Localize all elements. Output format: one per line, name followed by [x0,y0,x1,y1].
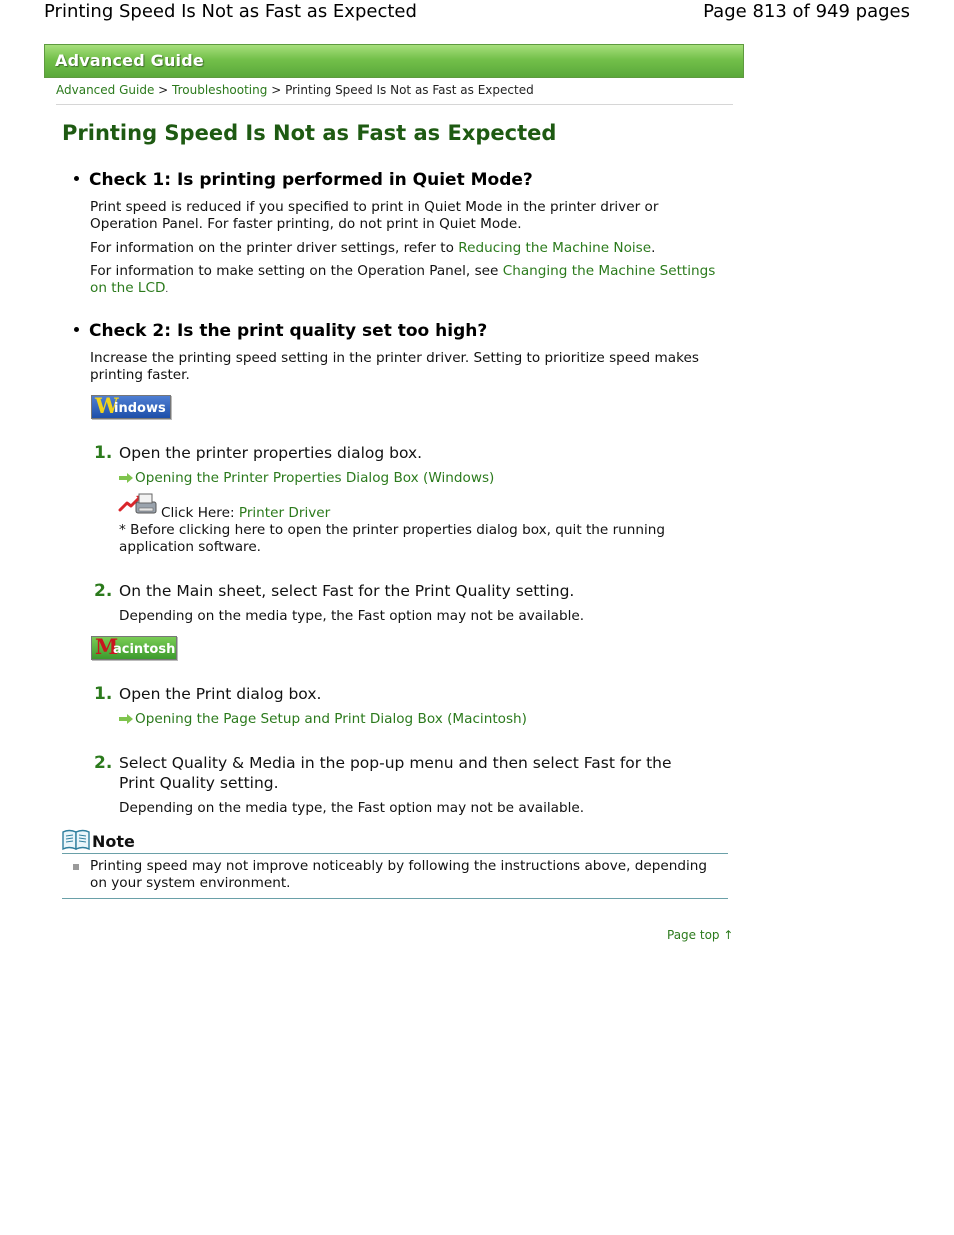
check2-para: Increase the printing speed setting in the printer driver. Setting to prioritize speed makes printing faster. [90,350,699,383]
win-step2-sub: Depending on the media type, the Fast option may not be available. [119,608,585,624]
arrow-up-icon: ↑ [723,928,734,942]
check1-para3 [90,263,730,299]
printer-driver-link[interactable]: Printer Driver [238,505,331,521]
check1-para2-text: For information on the printer driver settings, refer to [90,240,454,256]
breadcrumb-current: Printing Speed Is Not as Fast as Expected [285,83,534,97]
page-header [0,0,954,28]
win-step2-number: 2. [94,581,113,601]
breadcrumb-divider [56,104,733,105]
windows-badge [91,395,171,419]
macintosh-badge [91,636,177,660]
mac-step1-link[interactable] [119,711,527,727]
note-item: Printing speed may not improve noticeably by following the instructions above, depending on your system environment. [90,858,708,891]
breadcrumb-separator: > [271,83,282,97]
arrow-right-icon [119,473,133,482]
breadcrumb-link-advanced-guide[interactable]: Advanced Guide [56,83,155,97]
printer-icon[interactable] [118,490,158,518]
breadcrumb [56,83,534,97]
windows-badge-initial: W [95,393,119,418]
check1-heading [74,170,533,190]
mac-page-setup-link[interactable]: Opening the Page Setup and Print Dialog Box (Macintosh) [135,711,527,727]
note-bottom-rule [62,898,728,899]
check1-para2 [90,240,730,257]
mac-step2-text: Select Quality & Media in the pop-up menu and then select Fast for the Print Quality setting. [119,754,672,792]
period: . [651,240,656,256]
mac-step2-number: 2. [94,753,113,773]
page-title: Printing Speed Is Not as Fast as Expected [62,121,557,145]
windows-badge-text: indows [114,401,166,416]
win-printer-properties-link[interactable]: Opening the Printer Properties Dialog Box (Windows) [135,470,495,486]
banner-label: Advanced Guide [55,51,204,70]
note-top-rule [62,853,728,854]
win-step1-link[interactable] [119,470,494,486]
note-label: Note [92,832,135,851]
click-here-note: * Before clicking here to open the printer properties dialog box, quit the running application software. [119,522,666,555]
click-here-line [161,505,330,522]
period: . [165,285,169,295]
page-header-title: Printing Speed Is Not as Fast as Expected [44,1,417,22]
win-step1-number: 1. [94,443,113,463]
page-top-label[interactable]: Page top [667,928,720,942]
macintosh-badge-text: acintosh [113,642,176,657]
win-step2-text: On the Main sheet, select Fast for the Print Quality setting. [119,582,575,600]
breadcrumb-separator: > [158,83,169,97]
arrow-right-icon [119,714,133,723]
breadcrumb-link-troubleshooting[interactable]: Troubleshooting [172,83,268,97]
mac-step1-number: 1. [94,684,113,704]
check1-heading-text: Check 1: Is printing performed in Quiet Mode? [89,170,533,190]
bullet-icon [74,176,79,181]
note-book-icon [62,829,90,851]
page-number: Page 813 of 949 pages [703,1,910,22]
advanced-guide-banner [44,44,744,78]
check2-heading [74,321,487,341]
check1-para1: Print speed is reduced if you specified to print in Quiet Mode in the printer driver or Operation Panel. For faster printing, do not print in Quiet Mode. [90,199,659,232]
win-step1-text: Open the printer properties dialog box. [119,444,423,462]
square-bullet-icon [73,864,79,870]
mac-step1-text: Open the Print dialog box. [119,685,322,703]
check2-heading-text: Check 2: Is the print quality set too high? [89,321,488,341]
page-top-link[interactable] [667,928,733,942]
macintosh-badge-initial: M [95,634,119,659]
mac-step2-sub: Depending on the media type, the Fast option may not be available. [119,800,585,816]
bullet-icon [74,327,79,332]
machine-settings-lcd-link[interactable]: Changing the Machine Settings on the LCD [90,263,716,296]
check1-para3-text: For information to make setting on the Operation Panel, see [90,263,499,279]
click-here-label: Click Here: [161,505,235,521]
reducing-machine-noise-link[interactable]: Reducing the Machine Noise [458,240,652,256]
